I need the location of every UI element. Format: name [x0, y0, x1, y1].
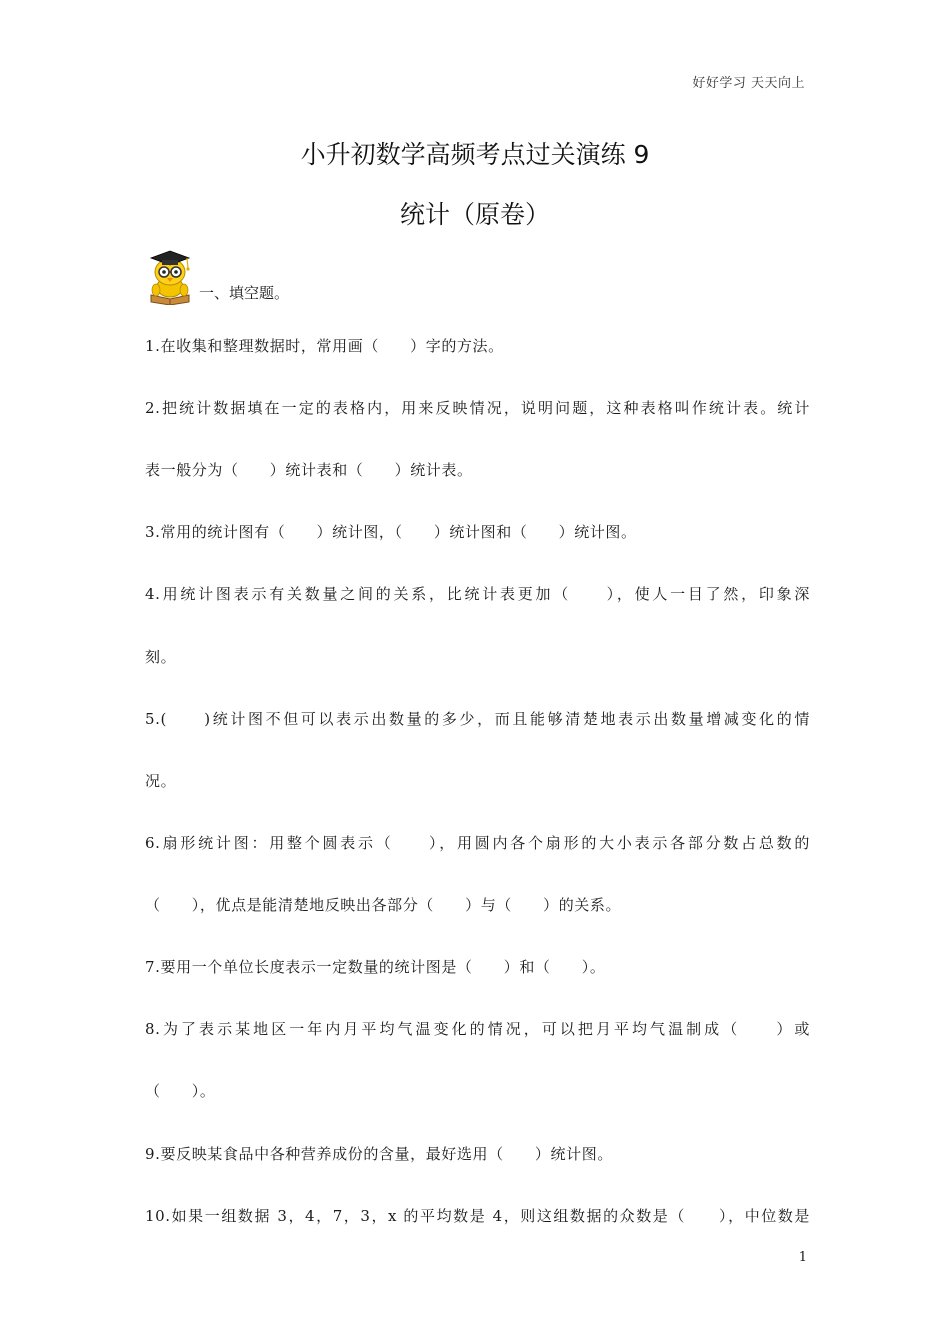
- question-line: 2.把统计数据填在一定的表格内，用来反映情况，说明问题，这种表格叫作统计表。统计: [145, 399, 810, 417]
- question-line: 表一般分为（ ）统计表和（ ）统计表。: [145, 461, 473, 479]
- page-subtitle: 统计（原卷）: [399, 200, 550, 229]
- question-line: 7.要用一个单位长度表示一定数量的统计图是（ ）和（ ）。: [145, 958, 606, 976]
- page-title: 小升初数学高频考点过关演练 9: [300, 140, 650, 169]
- section-heading: [143, 245, 289, 305]
- question-line: 刻。: [145, 648, 177, 666]
- page-number: 1: [798, 1250, 807, 1265]
- question-line: （ ），优点是能清楚地反映出各部分（ ）与（ ）的关系。: [145, 896, 622, 914]
- question-line: 8.为了表示某地区一年内月平均气温变化的情况，可以把月平均气温制成（ ）或: [145, 1020, 810, 1038]
- question-line: 况。: [145, 772, 177, 790]
- question-line: 9.要反映某食品中各种营养成份的含量，最好选用（ ）统计图。: [145, 1145, 613, 1163]
- question-line: 4.用统计图表示有关数量之间的关系，比统计表更加（ ），使人一目了然，印象深: [145, 585, 810, 603]
- question-line: 1.在收集和整理数据时，常用画（ ）字的方法。: [145, 337, 504, 355]
- section-label: 一、填空题。: [199, 284, 290, 302]
- question-line: （ ）。: [145, 1082, 216, 1100]
- question-line: 5.( )统计图不但可以表示出数量的多少，而且能够清楚地表示出数量增减变化的情: [145, 710, 810, 728]
- header-note: 好好学习 天天向上: [692, 76, 805, 91]
- question-line: 3.常用的统计图有（ ）统计图，（ ）统计图和（ ）统计图。: [145, 523, 637, 541]
- question-line: 10.如果一组数据 3，4，7，3，x 的平均数是 4，则这组数据的众数是（ ），中位数是: [145, 1207, 810, 1225]
- question-line: 6.扇形统计图：用整个圆表示（ ），用圆内各个扇形的大小表示各部分数占总数的: [145, 834, 810, 852]
- scholar-mascot-icon: [143, 247, 197, 305]
